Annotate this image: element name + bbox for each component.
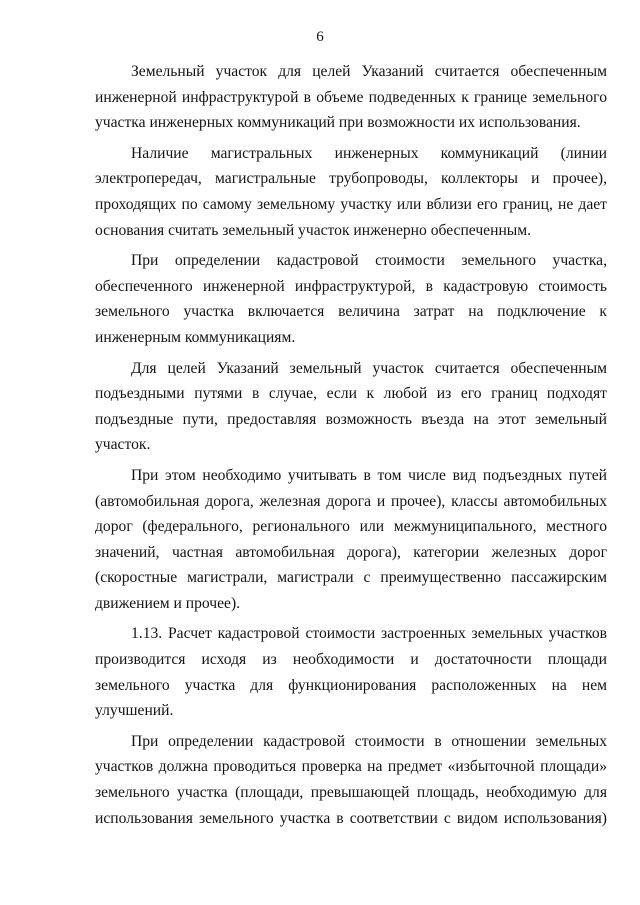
paragraph-excess-area: При определении кадастровой стоимости в отношении земельных участков должна проводиться проверка на предмет «избыточной площади» земельного участка (площади, превышающей площадь, необходимую для использования земельного участка в соответствии с видом использования) xyxy=(95,732,607,827)
paragraph-trunk-communications: Наличие магистральных инженерных коммуникаций (линии электропередач, магистральные трубопроводы, коллекторы и прочее), проходящих по самому земельному участку или вблизи его границ, не дает основания считать земельный участок инженерно обеспеченным. xyxy=(95,144,607,239)
paragraph-infrastructure-definition: Земельный участок для целей Указаний считается обеспеченным инженерной инфраструктурой в объеме подведенных к границе земельного участка инженерных коммуникаций при возможности их использования. xyxy=(95,63,607,132)
paragraph-road-types: При этом необходимо учитывать в том числе вид подъездных путей (автомобильная дорога, железная дорога и прочее), классы автомобильных дорог (федерального, регионального или межмуниципального, местного значений, частная автомобильная дорога), категории железных дорог (скоростные магистрали, магистрали с преимущественно пассажирским движением и прочее). xyxy=(95,466,607,612)
paragraph-section-1-13: 1.13. Расчет кадастровой стоимости застроенных земельных участков производится исходя из необходимости и достаточности площади земельного участка для функционирования расположенных на нем улучшений. xyxy=(95,625,607,720)
paragraph-connection-costs: При определении кадастровой стоимости земельного участка, обеспеченного инженерной инфраструктурой, в кадастровую стоимость земельного участка включается величина затрат на подключение к инженерным коммуникациям. xyxy=(95,252,607,346)
page-number: 6 xyxy=(316,29,324,45)
document-body xyxy=(95,59,607,831)
paragraph-access-roads-definition: Для целей Указаний земельный участок считается обеспеченным подъездными путями в случае, если к любой из его границ подходят подъездные пути, предоставляя возможность въезда на этот земельный участок. xyxy=(95,359,607,454)
